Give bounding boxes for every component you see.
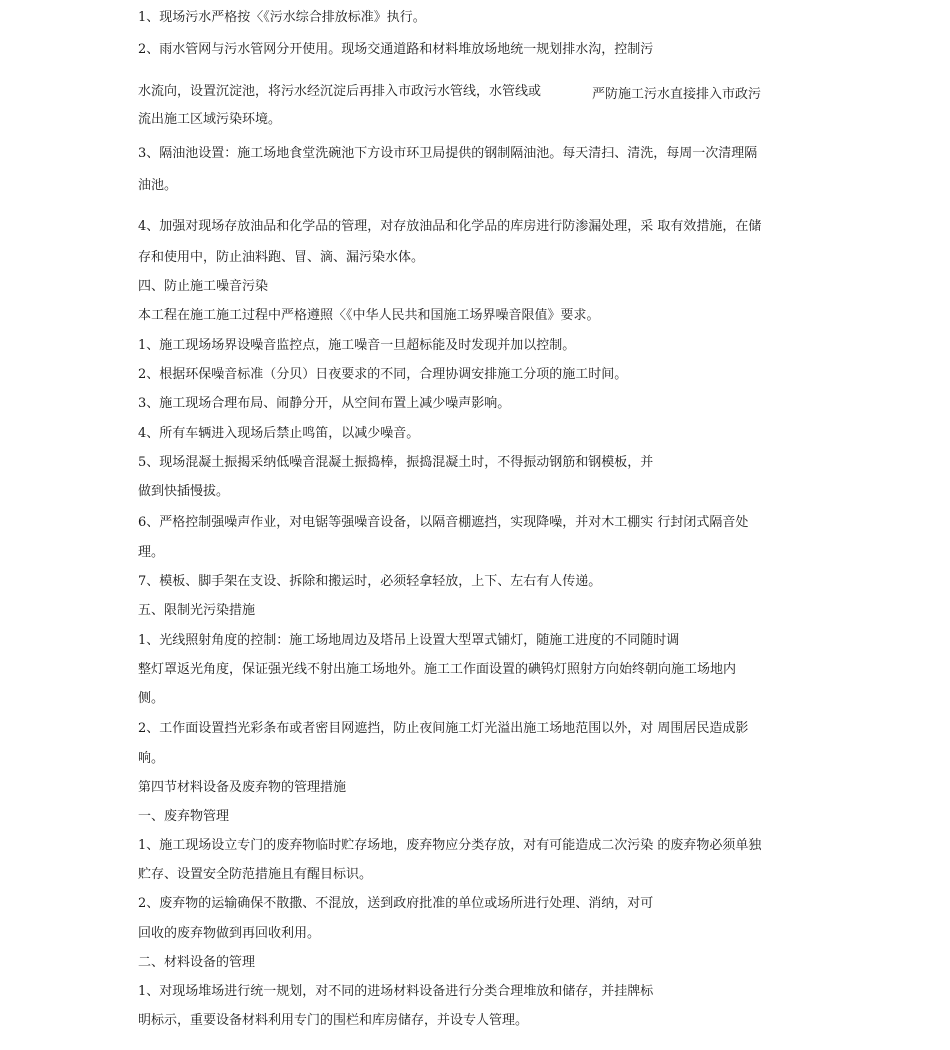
- paragraph-line: 7、模板、脚手架在支设、拆除和搬运时，必须轻拿轻放，上下、左右有人传递。: [138, 574, 602, 589]
- paragraph-line: 本工程在施工施工过程中严格遵照〈《中华人民共和国施工场界噪音限值》要求。: [138, 308, 600, 323]
- paragraph-line: 3、隔油池设置：施工场地食堂洗碗池下方设市环卫局提供的钢制隔油池。每天清扫、清洗，每周一次清理隔: [138, 146, 758, 161]
- paragraph-line: 严防施工污水直接排入市政污: [592, 87, 762, 102]
- section-heading: 一、废弃物管理: [138, 809, 230, 824]
- paragraph-line: 1、光线照射角度的控制：施工场地周边及塔吊上设置大型罩式铺灯，随施工进度的不同随时调: [138, 633, 680, 648]
- paragraph-line: 流出施工区域污染环境。: [138, 112, 282, 127]
- paragraph-line: 水流向，设置沉淀池，将污水经沉淀后再排入市政污水管线，水管线或: [138, 84, 542, 99]
- section-heading: 五、限制光污染措施: [138, 603, 256, 618]
- paragraph-line: 明标示，重要设备材料利用专门的围栏和库房储存，并设专人管理。: [138, 1013, 529, 1028]
- paragraph-line: 响。: [138, 751, 165, 766]
- paragraph-line: 4、所有车辆进入现场后禁止鸣笛，以减少噪音。: [138, 426, 420, 441]
- paragraph-line: 2、雨水管网与污水管网分开使用。现场交通道路和材料堆放场地统一规划排水沟，控制污: [138, 42, 654, 57]
- paragraph-line: 5、现场混凝土振揭采纳低噪音混凝土振捣棒，振捣混凝土时，不得振动钢筋和钢模板，并: [138, 455, 654, 470]
- paragraph-line: 2、根据环保噪音标准（分贝）日夜要求的不同，合理协调安排施工分项的施工时间。: [138, 367, 628, 382]
- paragraph-line: 2、工作面设置挡光彩条布或者密目网遮挡，防止夜间施工灯光溢出施工场地范围以外，对 周围居民造成影: [138, 721, 749, 736]
- paragraph-line: 1、对现场堆场进行统一规划，对不同的进场材料设备进行分类合理堆放和储存，并挂牌标: [138, 984, 654, 999]
- section-heading: 二、材料设备的管理: [138, 955, 256, 970]
- paragraph-line: 存和使用中，防止油料跑、冒、滴、漏污染水体。: [138, 250, 425, 265]
- paragraph-line: 1、施工现场场界设噪音监控点，施工噪音一旦超标能及时发现并加以控制。: [138, 338, 576, 353]
- paragraph-line: 6、严格控制强噪声作业，对电锯等强噪音设备，以隔音棚遮挡，实现降噪，并对木工棚实 行封闭式隔音处: [138, 515, 749, 530]
- paragraph-line: 贮存、设置安全防范措施且有醒目标识。: [138, 867, 373, 882]
- section-heading: 第四节材料设备及废弃物的管理措施: [138, 780, 347, 795]
- paragraph-line: 侧。: [138, 691, 165, 706]
- paragraph-line: 做到快插慢拔。: [138, 484, 230, 499]
- paragraph-line: 1、现场污水严格按〈《污水综合排放标准》执行。: [138, 10, 426, 25]
- paragraph-line: 油池。: [138, 178, 178, 193]
- paragraph-line: 理。: [138, 545, 165, 560]
- paragraph-line: 2、废弃物的运输确保不散撒、不混放，送到政府批准的单位或场所进行处理、消纳，对可: [138, 896, 654, 911]
- paragraph-line: 1、施工现场设立专门的废弃物临时贮存场地，废弃物应分类存放，对有可能造成二次污染 的废弃物必须单独: [138, 838, 762, 853]
- paragraph-line: 整灯罩返光角度，保证强光线不射出施工场地外。施工工作面设置的碘钨灯照射方向始终朝向施工场地内: [138, 662, 737, 677]
- section-heading: 四、防止施工噪音污染: [138, 279, 269, 294]
- paragraph-line: 3、施工现场合理布局、闹静分开，从空间布置上减少噪声影响。: [138, 396, 511, 411]
- paragraph-line: 4、加强对现场存放油品和化学品的管理，对存放油品和化学品的库房进行防渗漏处理，采 取有效措施，在储: [138, 219, 762, 234]
- paragraph-line: 回收的废弃物做到再回收利用。: [138, 926, 321, 941]
